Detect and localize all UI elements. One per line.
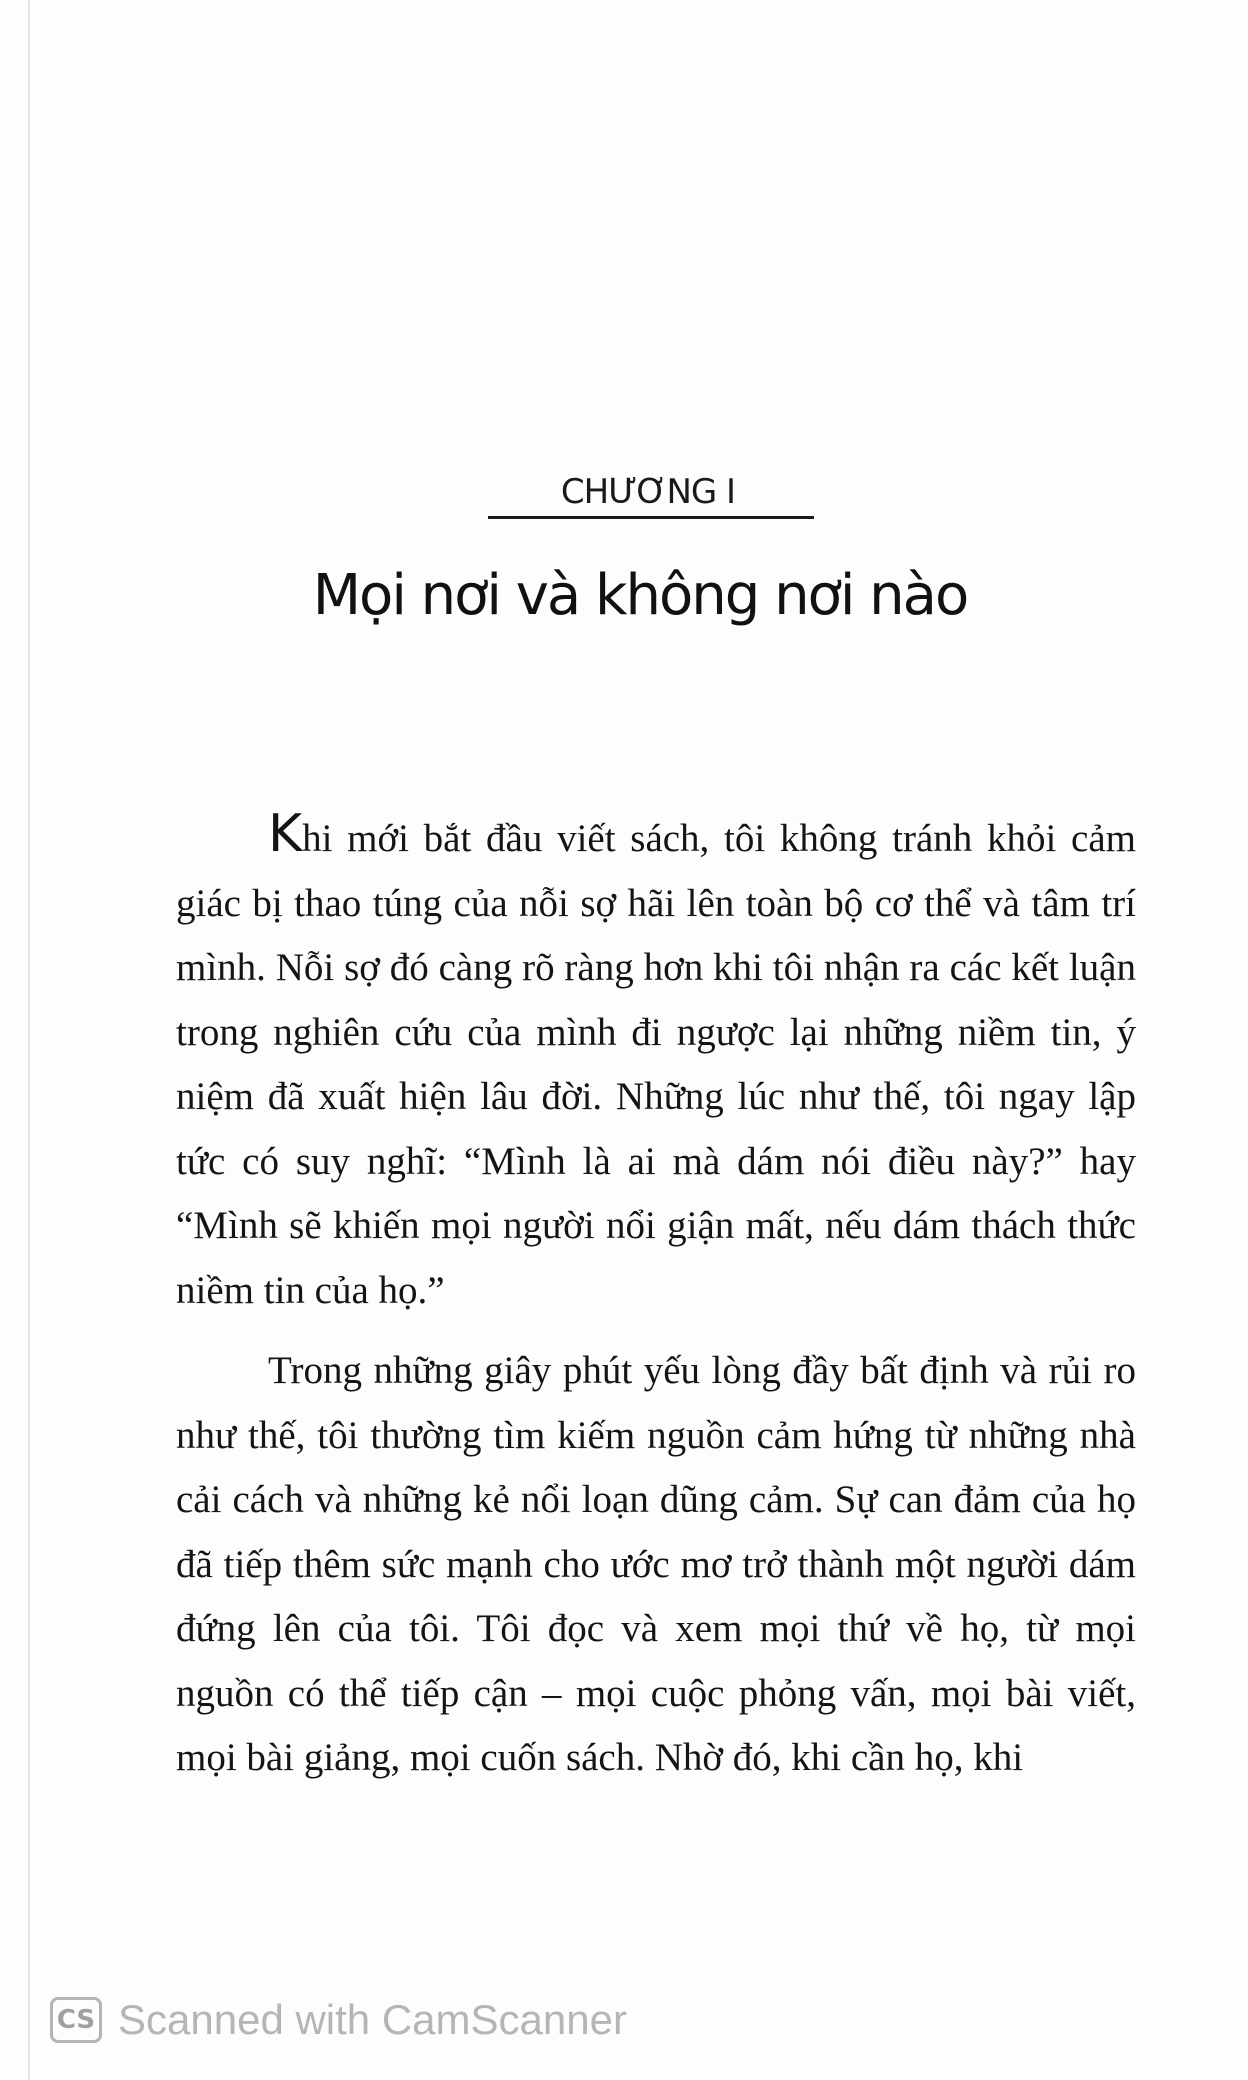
paragraph-1: [176, 802, 1136, 1323]
chapter-label: CHƯƠNG I: [560, 472, 736, 512]
watermark-text: Scanned with CamScanner: [118, 1996, 627, 2043]
camscanner-logo-icon: CS: [50, 1997, 102, 2043]
paragraph-1-text: hi mới bắt đầu viết sách, tôi không tránh khỏi cảm giác bị thao túng của nỗi sợ hãi lên toàn bộ cơ thể và tâm trí mình. Nỗi sợ đó càng rõ ràng hơn khi tôi nhận ra các kết luận trong nghiên cứu của mình đi ngược lại những niềm tin, ý niệm đã xuất hiện lâu đời. Những lúc như thế, tôi ngay lập tức có suy nghĩ: “Mình là ai mà dám nói điều này?” hay “Mình sẽ khiến mọi người nổi giận mất, nếu dám thách thức niềm tin của họ.”: [176, 817, 1136, 1312]
paragraph-2-text: Trong những giây phút yếu lòng đầy bất định và rủi ro như thế, tôi thường tìm kiếm nguồn cảm hứng từ những nhà cải cách và những kẻ nổi loạn dũng cảm. Sự can đảm của họ đã tiếp thêm sức mạnh cho ước mơ trở thành một người dám đứng lên của tôi. Tôi đọc và xem mọi thứ về họ, từ mọi nguồn có thể tiếp cận – mọi cuộc phỏng vấn, mọi bài viết, mọi bài giảng, mọi cuốn sách. Nhờ đó, khi cần họ, khi: [176, 1349, 1136, 1779]
chapter-title: Mọi nơi và không nơi nào: [312, 563, 968, 628]
chapter-underline: [488, 516, 814, 519]
chapter-body: [176, 802, 1136, 1791]
scanner-watermark: [50, 1990, 627, 2050]
page-edge: [28, 0, 30, 2080]
paragraph-2: [176, 1339, 1136, 1791]
drop-cap: K: [268, 804, 303, 864]
